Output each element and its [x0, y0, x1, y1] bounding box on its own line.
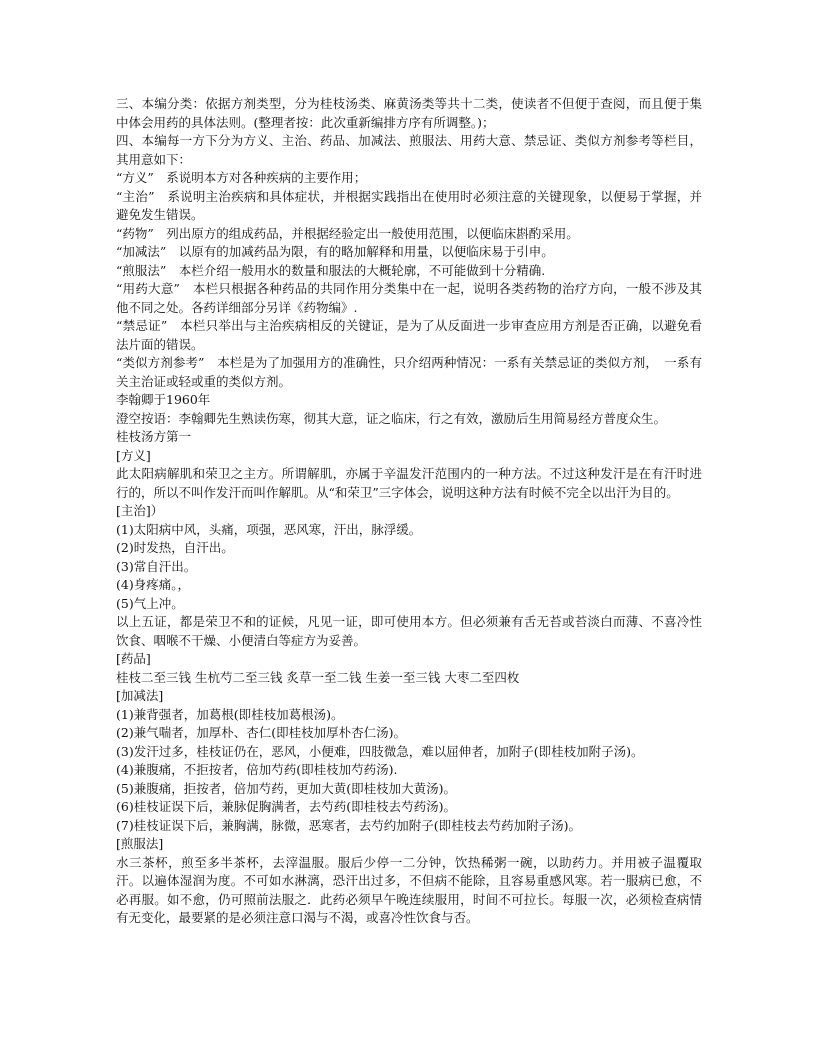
paragraph: (1)兼背强者，加葛根(即桂枝加葛根汤)。	[116, 706, 344, 722]
paragraph: “煎服法” 本栏介绍一般用水的数量和服法的大概轮廓，不可能做到十分精确.	[116, 262, 546, 278]
paragraph: [加减法]	[116, 688, 164, 703]
paragraph: (1)太阳病中风，头痛，项强，恶风寒，汗出，脉浮缓。	[116, 521, 422, 537]
paragraph: (4)兼腹痛，不拒按者，倍加芍药(即桂枝加芍药汤).	[116, 762, 398, 777]
paragraph: (5)气上冲。	[116, 595, 184, 611]
paragraph: (6)桂枝证误下后，兼脉促胸满者，去芍药(即桂枝去芍药汤)。	[116, 799, 456, 814]
paragraph: 桂枝二至三钱 生杭芍二至三钱 炙草一至二钱 生姜一至三钱 大枣二至四枚	[116, 669, 520, 685]
paragraph: (7)桂枝证误下后，兼胸满，脉微，恶寒者，去芍约加附子(即桂枝去芍药加附子汤)。	[116, 817, 581, 833]
paragraph: (4)身疼痛。，	[116, 577, 190, 592]
paragraph: 此太阳病解肌和荣卫之主方。所谓解肌，亦属于辛温发汗范围内的一种方法。不过这种发汗是在有汗时进行的，所以不叫作发汗而叫作解肌。从“和荣卫”三字体会，说明这种方法有时候不完全以出汗为目的。	[116, 466, 702, 500]
paragraph: 三、本编分类：依据方剂类型，分为桂枝汤类、麻黄汤类等共十二类，使读者不但便于查阅，而且便于集中体会用药的具体法则。(整理者按：此次重新编排方序有所调整。)；	[116, 96, 702, 130]
paragraph: “方义” 系说明本方对各种疾病的主要作用；	[116, 170, 367, 185]
paragraph: (3)发汗过多，桂枝证仍在，恶风，小便难，四肢微急，难以屈伸者，加附子(即桂枝加附子汤)。	[116, 743, 644, 759]
paragraph: 李翰卿于1960年	[116, 392, 211, 407]
paragraph: (5)兼腹痛，拒按者，倍加芍药，更加大黄(即桂枝加大黄汤)。	[116, 780, 456, 796]
paragraph: 桂枝汤方第一	[116, 429, 192, 444]
paragraph: “药物” 列出原方的组成药品，并根据经验定出一般使用范围，以便临床斟酌采用。	[116, 225, 579, 241]
paragraph: [方义]	[116, 447, 151, 463]
paragraph: [主治]）	[116, 503, 164, 518]
paragraph: (3)常自汗出。	[116, 558, 197, 574]
paragraph: [药品]	[116, 651, 151, 666]
paragraph: [煎服法]	[116, 836, 164, 851]
paragraph: “加减法” 以原有的加减药品为限，有的略加解释和用量，以便临床易于引申。	[116, 244, 554, 259]
paragraph: 澄空按语：李翰卿先生熟读伤寒，彻其大意，证之临床，行之有效，激励后生用简易经方普度众生。	[116, 410, 667, 426]
paragraph: 以上五证，都是荣卫不和的证候，凡见一证，即可使用本方。但必须兼有舌无苔或苔淡白而薄、不喜冷性饮食、咽喉不干燥、小便清白等症方为妥善。	[116, 614, 702, 648]
paragraph: “类似方剂参考” 本栏是为了加强用方的准确性，只介绍两种情况：一系有关禁忌证的类似方剂， 一系有关主治证或轻或重的类似方剂。	[116, 355, 702, 389]
paragraph: (2)兼气喘者，加厚朴、杏仁(即桂枝加厚朴杏仁汤)。	[116, 725, 406, 740]
paragraph: “用药大意” 本栏只根据各种药品的共同作用分类集中在一起，说明各类药物的治疗方向，一般不涉及其他不同之处。各药详细部分另详《药物编》.	[116, 281, 702, 315]
paragraph: 水三茶杯，煎至多半茶杯，去滓温服。服后少停一二分钟，饮热稀粥一碗，以助药力。并用被子温覆取汗。以遍体湿润为度。不可如水淋漓，恐汗出过多，不但病不能除，且容易重感风寒。若一服病已愈，不必再服。如不愈，仍可照前法服之．此药必须早午晚连续服用，时间不可拉长。每服一次，必须检查病情有无变化，最要紧的是必须注意口渴与不渴，或喜冷性饮食与否。	[116, 854, 702, 925]
paragraph: “禁忌证” 本栏只举出与主治疾病相反的关键证，是为了从反面进一步审查应用方剂是否正确，以避免看法片面的错误。	[116, 318, 702, 352]
paragraph: (2)时发热，自汗出。	[116, 540, 234, 555]
document-body	[116, 95, 702, 928]
paragraph: “主治” 系说明主治疾病和具体症状，并根据实践指出在使用时必须注意的关键现象，以便易于掌握，并避免发生错误。	[116, 188, 702, 222]
paragraph: 四、本编每一方下分为方义、主治、药品、加减法、煎服法、用药大意、禁忌证、类似方剂参考等栏目，其用意如下：	[116, 133, 702, 167]
